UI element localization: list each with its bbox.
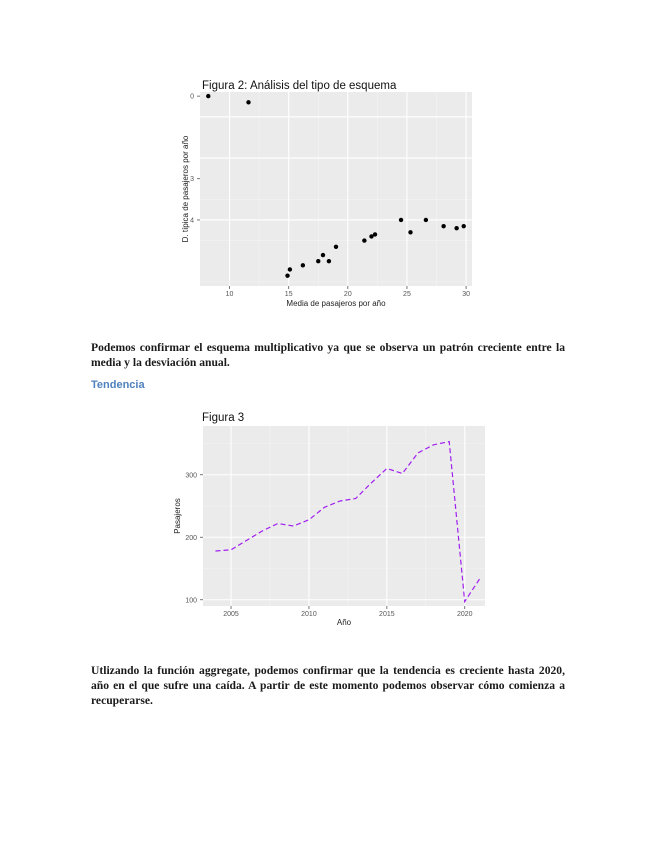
data-point [362,238,366,242]
y-axis-label: Pasajeros [173,498,182,534]
x-tick-label: 2010 [301,611,317,618]
data-point [334,245,338,249]
data-point [316,259,320,263]
x-tick-label: 2020 [456,611,473,618]
data-point [246,100,250,104]
y-tick-label: 300 [185,472,197,480]
data-point [454,226,458,230]
x-tick-label: 10 [225,291,234,298]
figure-3-chart [170,420,490,630]
x-tick-label: 20 [343,291,352,298]
x-tick-label: 2015 [379,611,395,618]
data-point [288,267,292,271]
figure-2-title: Figura 2: Análisis del tipo de esquema [202,80,397,92]
x-axis-label: Año [336,618,352,627]
y-tick-label: 0 [190,93,194,101]
y-tick-label: 200 [185,534,197,542]
y-tick-label: 4 [190,217,194,225]
data-point [408,230,412,234]
x-axis-label: Media de pasajeros por año [286,299,386,308]
paragraph-schema: Podemos confirmar el esquema multiplicativo ya que se observa un patrón creciente entre la media y la desviación anual. [91,341,565,369]
x-tick-label: 15 [284,291,293,298]
figure-2-chart [176,90,476,322]
data-point [327,259,331,263]
x-tick-label: 30 [462,291,470,298]
x-tick-label: 25 [403,291,411,298]
y-axis-label: D. típica de pasajeros por año [181,135,190,243]
data-point [424,218,428,222]
plot-panel [200,92,472,286]
plot-panel [203,426,485,606]
paragraph-trend: Utlizando la función aggregate, podemos confirmar que la tendencia es creciente hasta 2020, año en el que sufre una caída. A partir de este momento podemos observar cómo comienza a recuperarse. [91,664,565,707]
y-tick-label: 3 [190,176,194,184]
x-tick-label: 2005 [223,611,239,618]
data-point [462,224,466,228]
data-point [441,224,445,228]
data-point [399,218,403,222]
data-point [206,94,210,98]
figure-3-title: Figura 3 [202,412,245,424]
y-tick-label: 100 [185,597,197,605]
section-heading-tendencia: Tendencia [91,379,145,391]
data-point [301,263,305,267]
data-point [373,232,377,236]
data-point [321,253,325,257]
data-point [285,273,289,277]
